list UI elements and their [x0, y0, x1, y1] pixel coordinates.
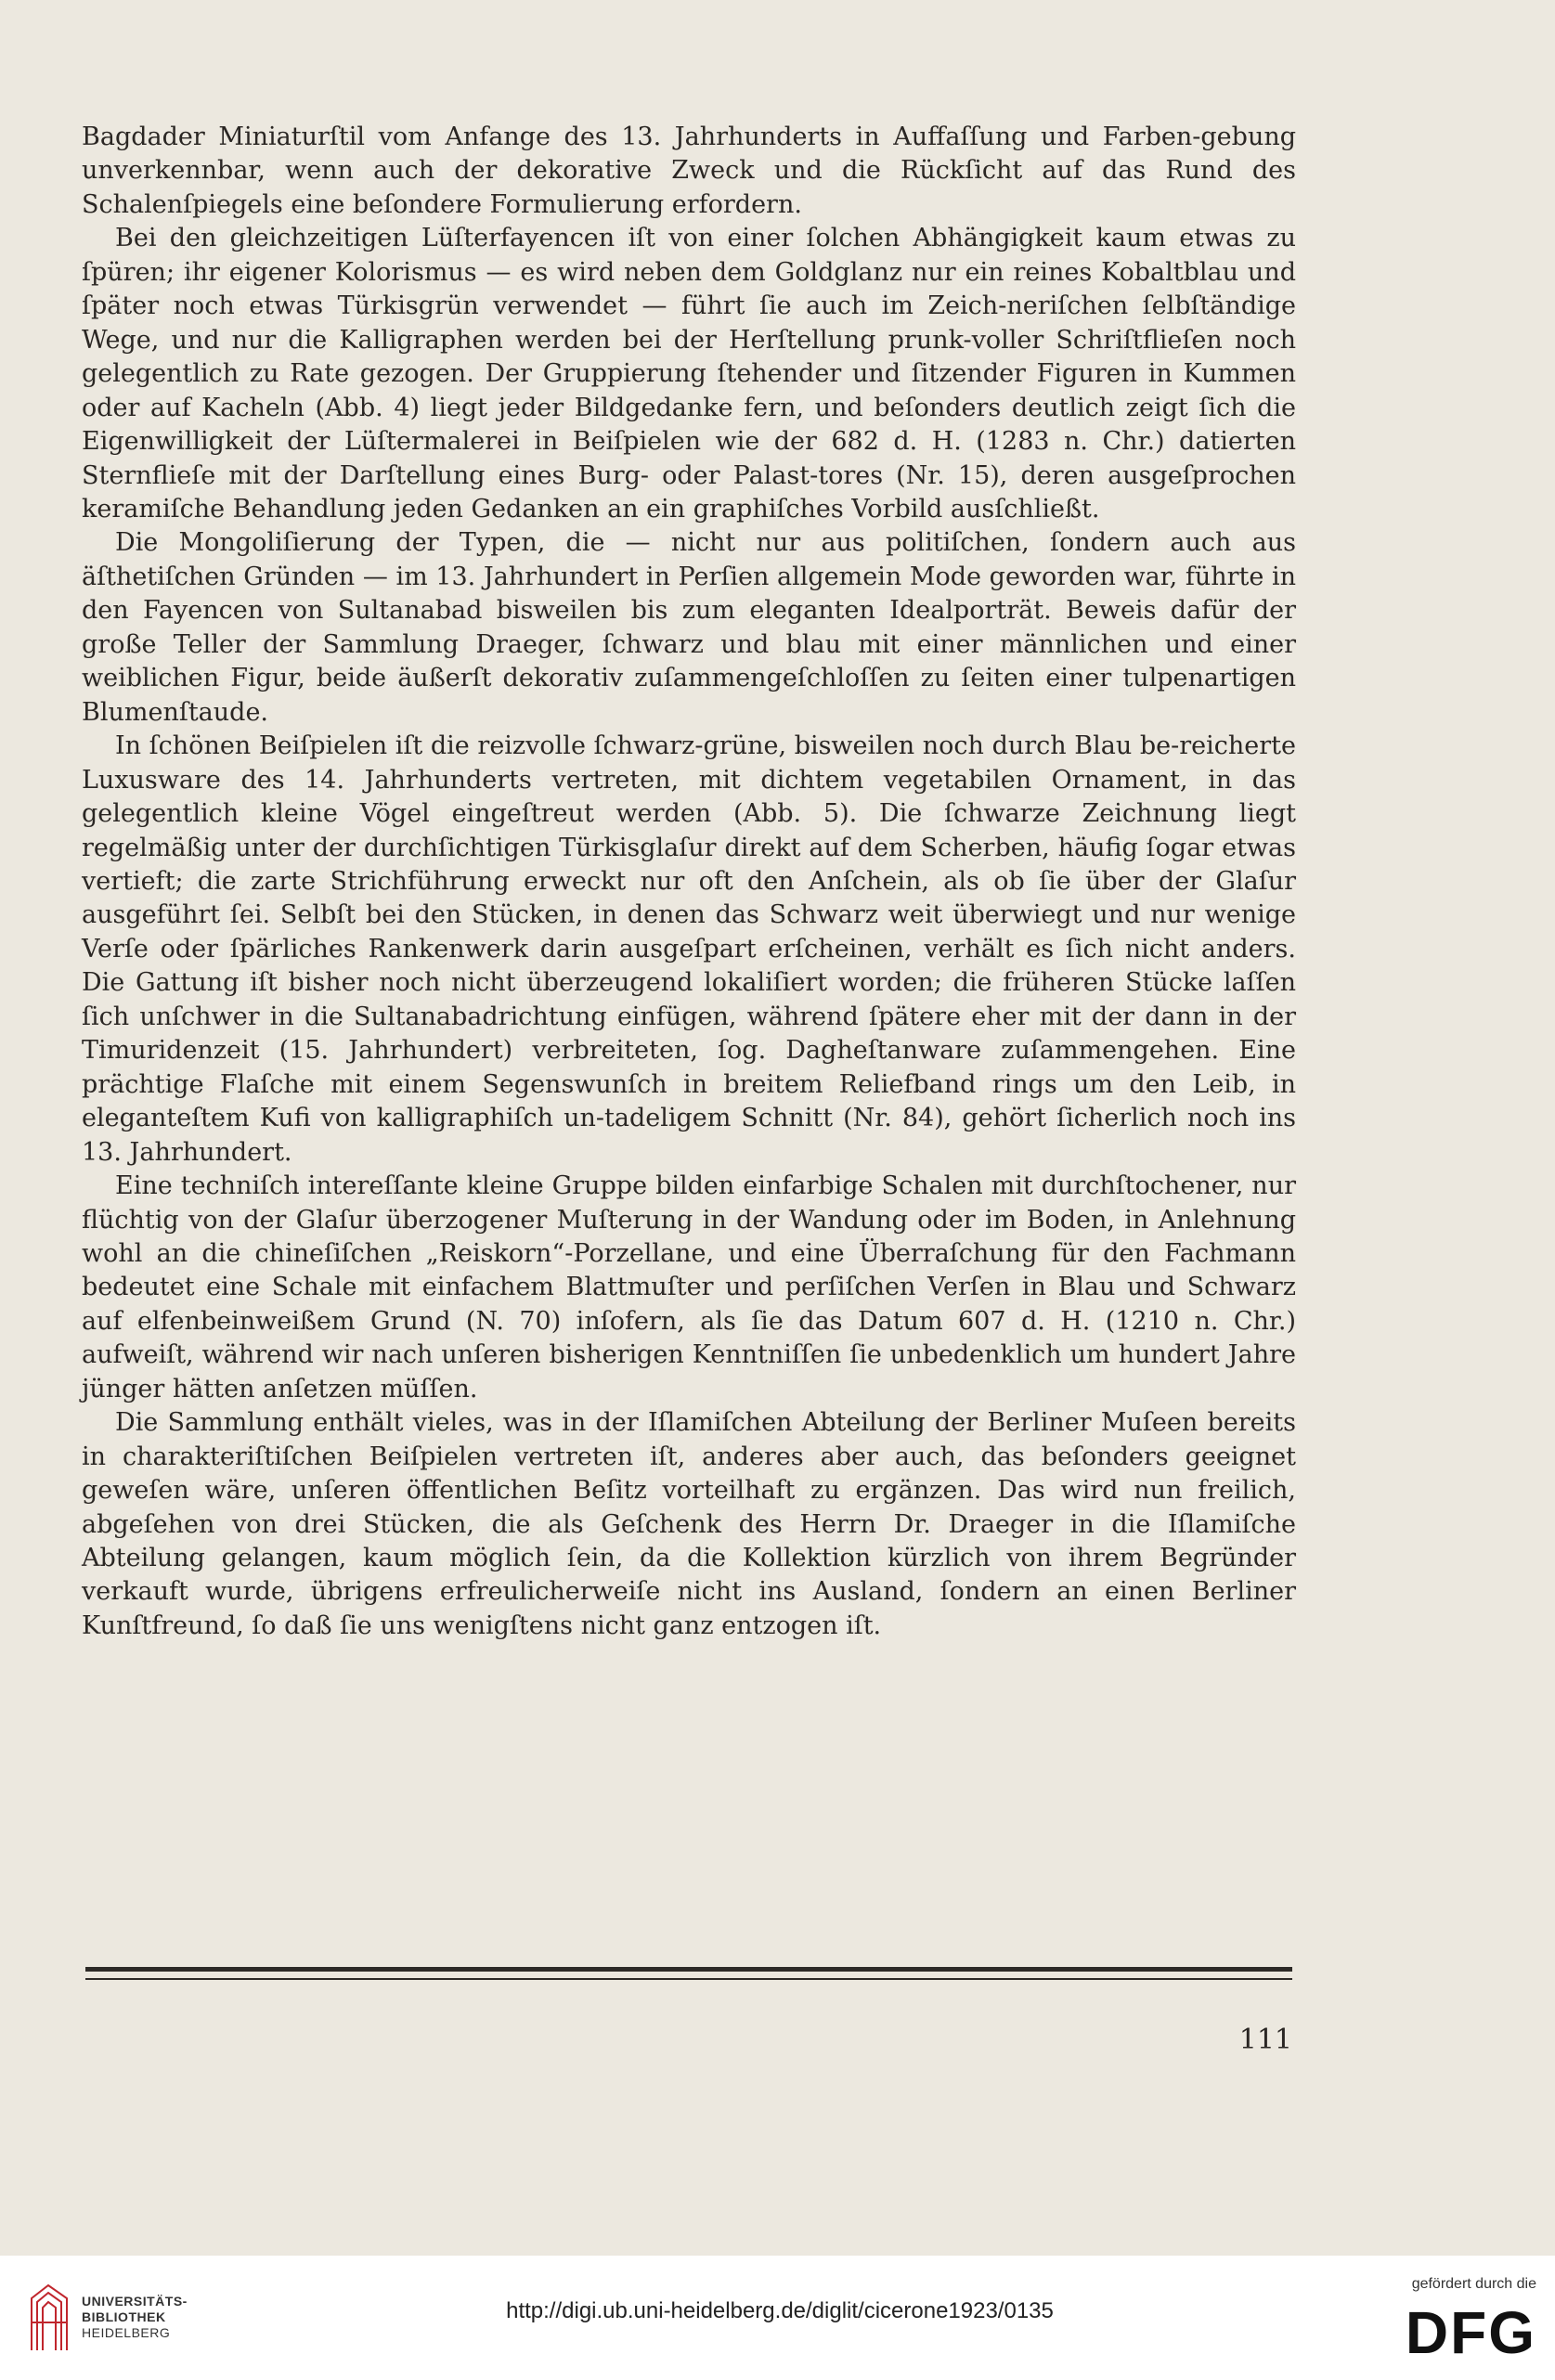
library-name-line-3: HEIDELBERG — [82, 2324, 171, 2340]
library-name-line-1: UNIVERSITÄTS- — [82, 2293, 188, 2309]
paragraph-6: Die Sammlung enthält vieles, was in der Iſlamiſchen Abteilung der Berliner Muſeen bereits in charakteriſtiſchen Beiſpielen vertreten iſt, anderes aber auch, das beſonders geeignet geweſen wäre, unſeren öffentlichen Beſitz vorteilhaft zu ergänzen. Das wird nun freilich, abgeſehen von drei Stücken, die als Geſchenk des Herrn Dr. Draeger in die Iſlamiſche Abteilung gelangen, kaum möglich ſein, da die Kollektion kürzlich von ihrem Begründer verkauft wurde, übrigens erfreulicherweiſe nicht ins Ausland, ſondern an einen Berliner Kunſtfreund, ſo daß ſie uns wenigſtens nicht ganz entzogen iſt. — [82, 1408, 1296, 1640]
library-logo[interactable] — [28, 2282, 188, 2352]
paragraph-5: Eine techniſch intereſſante kleine Gruppe bilden einfarbige Schalen mit durchſtochener, nur flüchtig von der Glaſur überzogener Muſterung in der Wandung oder im Boden, in Anlehnung wohl an die chineſiſchen „Reiskorn“-Porzellane, und eine Überraſchung für den Fachmann bedeutet eine Schale mit einfachem Blattmuſter und perſiſchen Verſen in Blau und Schwarz auf elfenbeinweißem Grund (N. 70) inſofern, als ſie das Datum 607 d. H. (1210 n. Chr.) aufweiſt, während wir nach unſeren bisherigen Kenntniſſen ſie unbedenklich um hundert Jahre jünger hätten anſetzen müſſen. — [82, 1171, 1296, 1403]
dfg-logo[interactable]: DFG — [1405, 2299, 1536, 2366]
footnote-divider-thin — [85, 1978, 1292, 1980]
paragraph-2: Bei den gleichzeitigen Lüſterfayencen iſt von einer ſolchen Abhängigkeit kaum etwas zu ſpüren; ihr eigener Kolorismus — es wird neben dem Goldglanz nur ein reines Kobaltblau und ſpäter noch etwas Türkisgrün verwendet — führt ſie auch im Zeich-neriſchen ſelbſtändige Wege, und nur die Kalligraphen werden bei der Herſtellung prunk-voller Schriſtflieſen noch gelegentlich zu Rate gezogen. Der Gruppierung ſtehender und ſitzender Figuren in Kummen oder auf Kacheln (Abb. 4) liegt jeder Bildgedanke fern, und beſonders deutlich zeigt ſich die Eigenwilligkeit der Lüſtermalerei in Beiſpielen wie der 682 d. H. (1283 n. Chr.) datierten Sternflieſe mit der Darſtellung eines Burg- oder Palast-tores (Nr. 15), deren ausgeſprochen keramiſche Behandlung jeden Gedanken an ein graphiſches Vorbild ausſchließt. — [82, 224, 1296, 524]
body-text — [82, 121, 1296, 1643]
library-name — [82, 2294, 188, 2341]
permalink-url[interactable]: http://digi.ub.uni-heidelberg.de/diglit/cicerone1923/0135 — [506, 2298, 1054, 2323]
library-crest-icon — [28, 2282, 71, 2352]
paragraph-4: In ſchönen Beiſpielen iſt die reizvolle ſchwarz-grüne, bisweilen noch durch Blau be-reicherte Luxusware des 14. Jahrhunderts vertreten, mit dichtem vegetabilen Ornament, in das gelegentlich kleine Vögel eingeſtreut werden (Abb. 5). Die ſchwarze Zeichnung liegt regelmäßig unter der durchſichtigen Türkisglaſur direkt auf dem Scherben, häufig ſogar etwas vertieft; die zarte Strichführung erweckt nur oft den Anſchein, als ob ſie über der Glaſur ausgeführt ſei. Selbſt bei den Stücken, in denen das Schwarz weit überwiegt und nur wenige Verſe oder ſpärliches Rankenwerk darin ausgeſpart erſcheinen, verhält es ſich nicht anders. Die Gattung iſt bisher noch nicht überzeugend lokaliſiert worden; die früheren Stücke laſſen ſich unſchwer in die Sultanabadrichtung einfügen, während ſpätere eher mit der dann in der Timuridenzeit (15. Jahrhundert) verbreiteten, ſog. Dagheſtanware zuſammengehen. Eine prächtige Flaſche mit einem Segenswunſch in breitem Reliefband rings um den Leib, in eleganteſtem Kufi von kalligraphiſch un-tadeligem Schnitt (Nr. 84), gehört ſicherlich noch ins 13. Jahrhundert. — [82, 731, 1296, 1167]
page-number: 111 — [1238, 2024, 1292, 2056]
paragraph-3: Die Mongoliſierung der Typen, die — nicht nur aus politiſchen, ſondern auch aus äſthetiſchen Gründen — im 13. Jahrhundert in Perſien allgemein Mode geworden war, führte in den Fayencen von Sultanabad bisweilen bis zum eleganten Idealporträt. Beweis dafür der große Teller der Sammlung Draeger, ſchwarz und blau mit einer männlichen und einer weiblichen Figur, beide äußerſt dekorativ zuſammengeſchloſſen zu ſeiten einer tulpenartigen Blumenſtaude. — [82, 528, 1296, 727]
footnote-divider-thick — [85, 1967, 1292, 1972]
library-name-line-2: BIBLIOTHEK — [82, 2309, 166, 2324]
paragraph-1: Bagdader Miniaturſtil vom Anfange des 13. Jahrhunderts in Auffaſſung und Farben-gebung unverkennbar, wenn auch der dekorative Zweck und die Rückſicht auf das Rund des Schalenſpiegels eine beſondere Formulierung erfordern. — [82, 123, 1296, 219]
funding-caption: gefördert durch die — [1411, 2276, 1536, 2292]
